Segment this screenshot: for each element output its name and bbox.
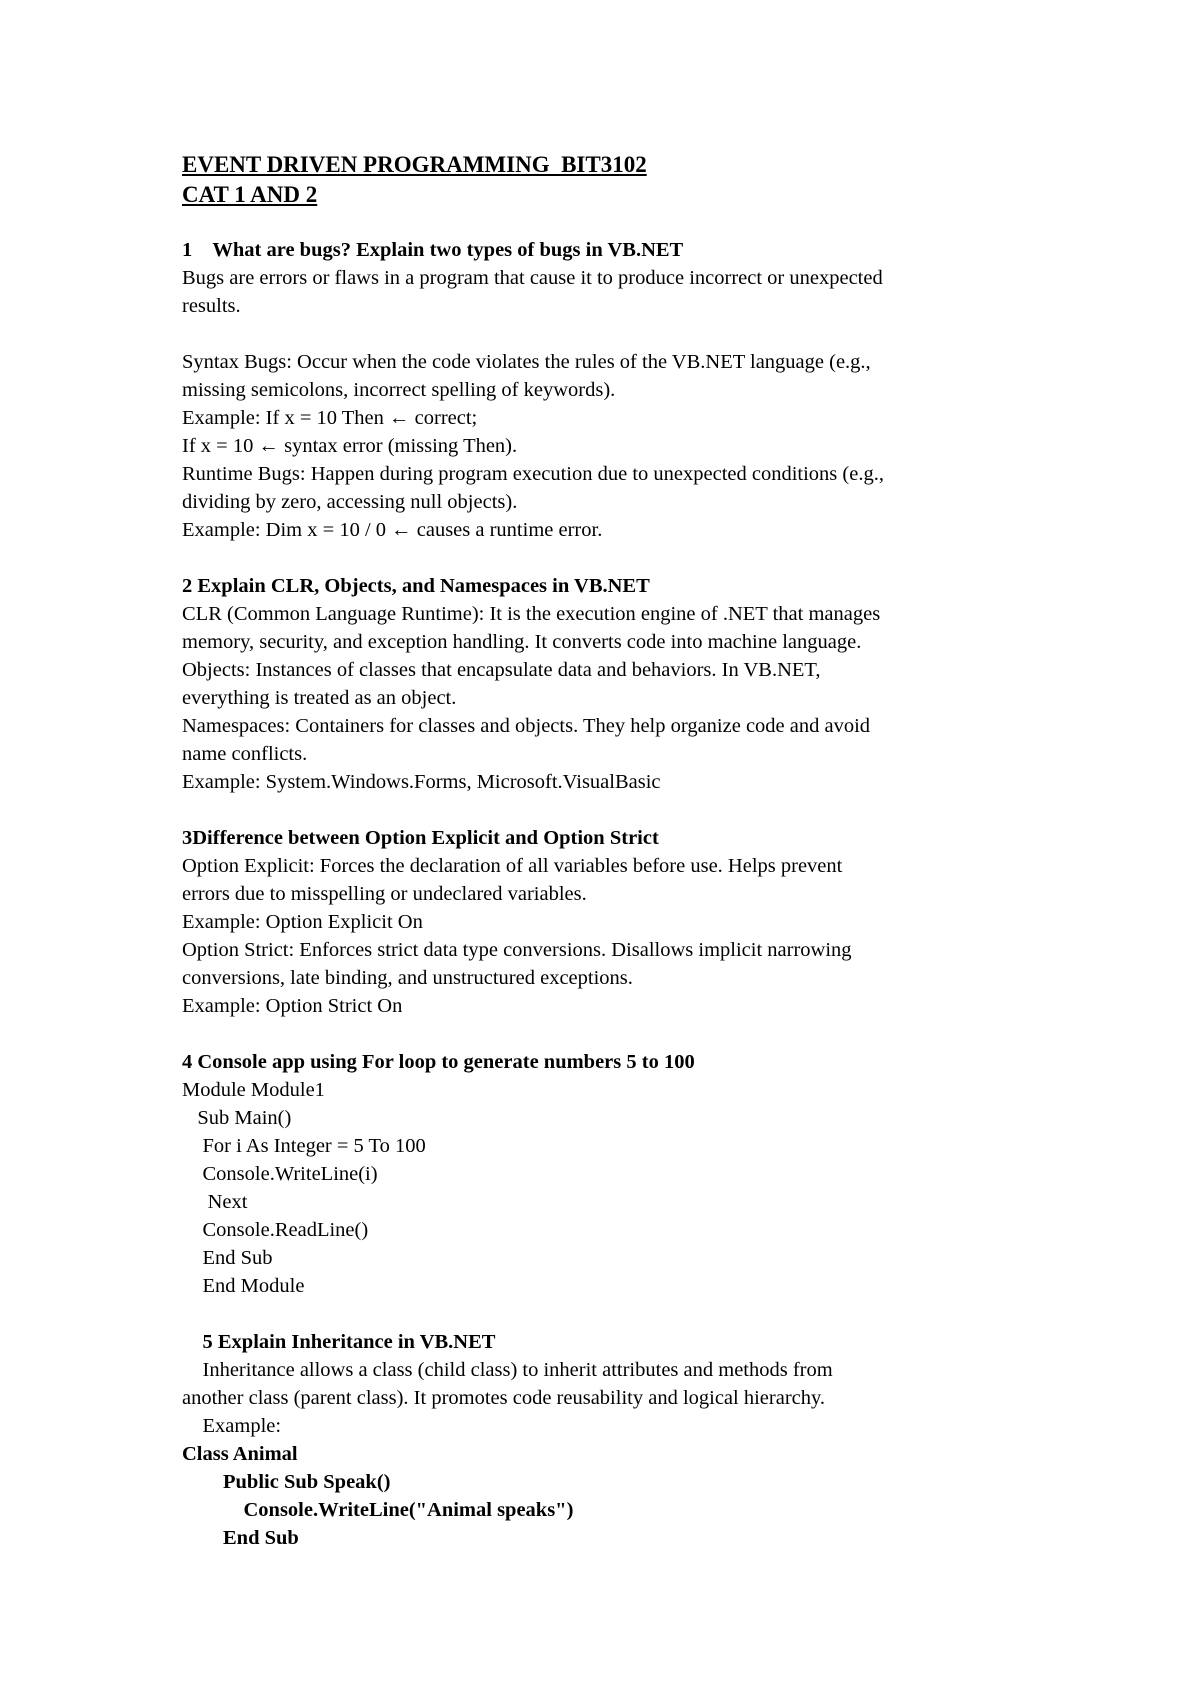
- answer-line: Example: Option Explicit On: [182, 911, 423, 933]
- code-line: End Sub: [182, 1527, 299, 1549]
- answer-line: Option Explicit: Forces the declaration of all variables before use. Helps prevent: [182, 855, 843, 877]
- question-2-heading: 2 Explain CLR, Objects, and Namespaces in VB.NET: [182, 575, 650, 597]
- answer-line: Example: If x = 10 Then ← correct;: [182, 407, 478, 429]
- answer-line: Option Strict: Enforces strict data type conversions. Disallows implicit narrowing: [182, 939, 852, 961]
- answer-line: dividing by zero, accessing null objects).: [182, 491, 518, 513]
- answer-line: errors due to misspelling or undeclared variables.: [182, 883, 587, 905]
- code-line: Console.ReadLine(): [182, 1219, 369, 1241]
- question-3-heading: 3Difference between Option Explicit and Option Strict: [182, 827, 659, 849]
- answer-line: Example: Option Strict On: [182, 995, 403, 1017]
- question-2: [182, 572, 1082, 796]
- answer-line: Example: System.Windows.Forms, Microsoft.VisualBasic: [182, 771, 661, 793]
- answer-line: conversions, late binding, and unstructured exceptions.: [182, 967, 633, 989]
- question-4-heading: 4 Console app using For loop to generate numbers 5 to 100: [182, 1051, 695, 1073]
- question-1: [182, 236, 1082, 544]
- title-block: [182, 150, 1082, 210]
- answer-line: Bugs are errors or flaws in a program that cause it to produce incorrect or unexpected: [182, 267, 883, 289]
- question-5: [182, 1328, 1082, 1552]
- answer-line: Example:: [182, 1415, 282, 1437]
- code-line: Module Module1: [182, 1079, 325, 1101]
- answer-line: Namespaces: Containers for classes and objects. They help organize code and avoid: [182, 715, 871, 737]
- answer-line: Example: Dim x = 10 / 0 ← causes a runtime error.: [182, 519, 603, 541]
- answer-line: Inheritance allows a class (child class) to inherit attributes and methods from: [182, 1359, 833, 1381]
- answer-line: results.: [182, 295, 241, 317]
- question-1-heading: 1 What are bugs? Explain two types of bugs in VB.NET: [182, 239, 684, 261]
- answer-line: Runtime Bugs: Happen during program execution due to unexpected conditions (e.g.,: [182, 463, 884, 485]
- code-line: Next: [182, 1191, 248, 1213]
- answer-line: Objects: Instances of classes that encapsulate data and behaviors. In VB.NET,: [182, 659, 821, 681]
- code-line: Console.WriteLine(i): [182, 1163, 378, 1185]
- code-line: End Module: [182, 1275, 305, 1297]
- document-title: EVENT DRIVEN PROGRAMMING BIT3102: [182, 152, 647, 177]
- question-4: [182, 1048, 1082, 1300]
- question-5-heading: 5 Explain Inheritance in VB.NET: [182, 1331, 496, 1353]
- answer-line: missing semicolons, incorrect spelling of keywords).: [182, 379, 616, 401]
- document-page: [182, 150, 1082, 1552]
- answer-line: memory, security, and exception handling. It converts code into machine language.: [182, 631, 862, 653]
- code-line: End Sub: [182, 1247, 273, 1269]
- answer-line: another class (parent class). It promotes code reusability and logical hierarchy.: [182, 1387, 826, 1409]
- code-line: Sub Main(): [182, 1107, 292, 1129]
- code-line: Console.WriteLine("Animal speaks"): [182, 1499, 574, 1521]
- answer-line: name conflicts.: [182, 743, 308, 765]
- document-subtitle: CAT 1 AND 2: [182, 182, 318, 207]
- answer-line: CLR (Common Language Runtime): It is the execution engine of .NET that manages: [182, 603, 881, 625]
- answer-line: If x = 10 ← syntax error (missing Then).: [182, 435, 518, 457]
- question-3: [182, 824, 1082, 1020]
- answer-line: everything is treated as an object.: [182, 687, 457, 709]
- code-line: Public Sub Speak(): [182, 1471, 391, 1493]
- code-line: Class Animal: [182, 1443, 298, 1465]
- code-line: For i As Integer = 5 To 100: [182, 1135, 426, 1157]
- answer-line: Syntax Bugs: Occur when the code violates the rules of the VB.NET language (e.g.,: [182, 351, 871, 373]
